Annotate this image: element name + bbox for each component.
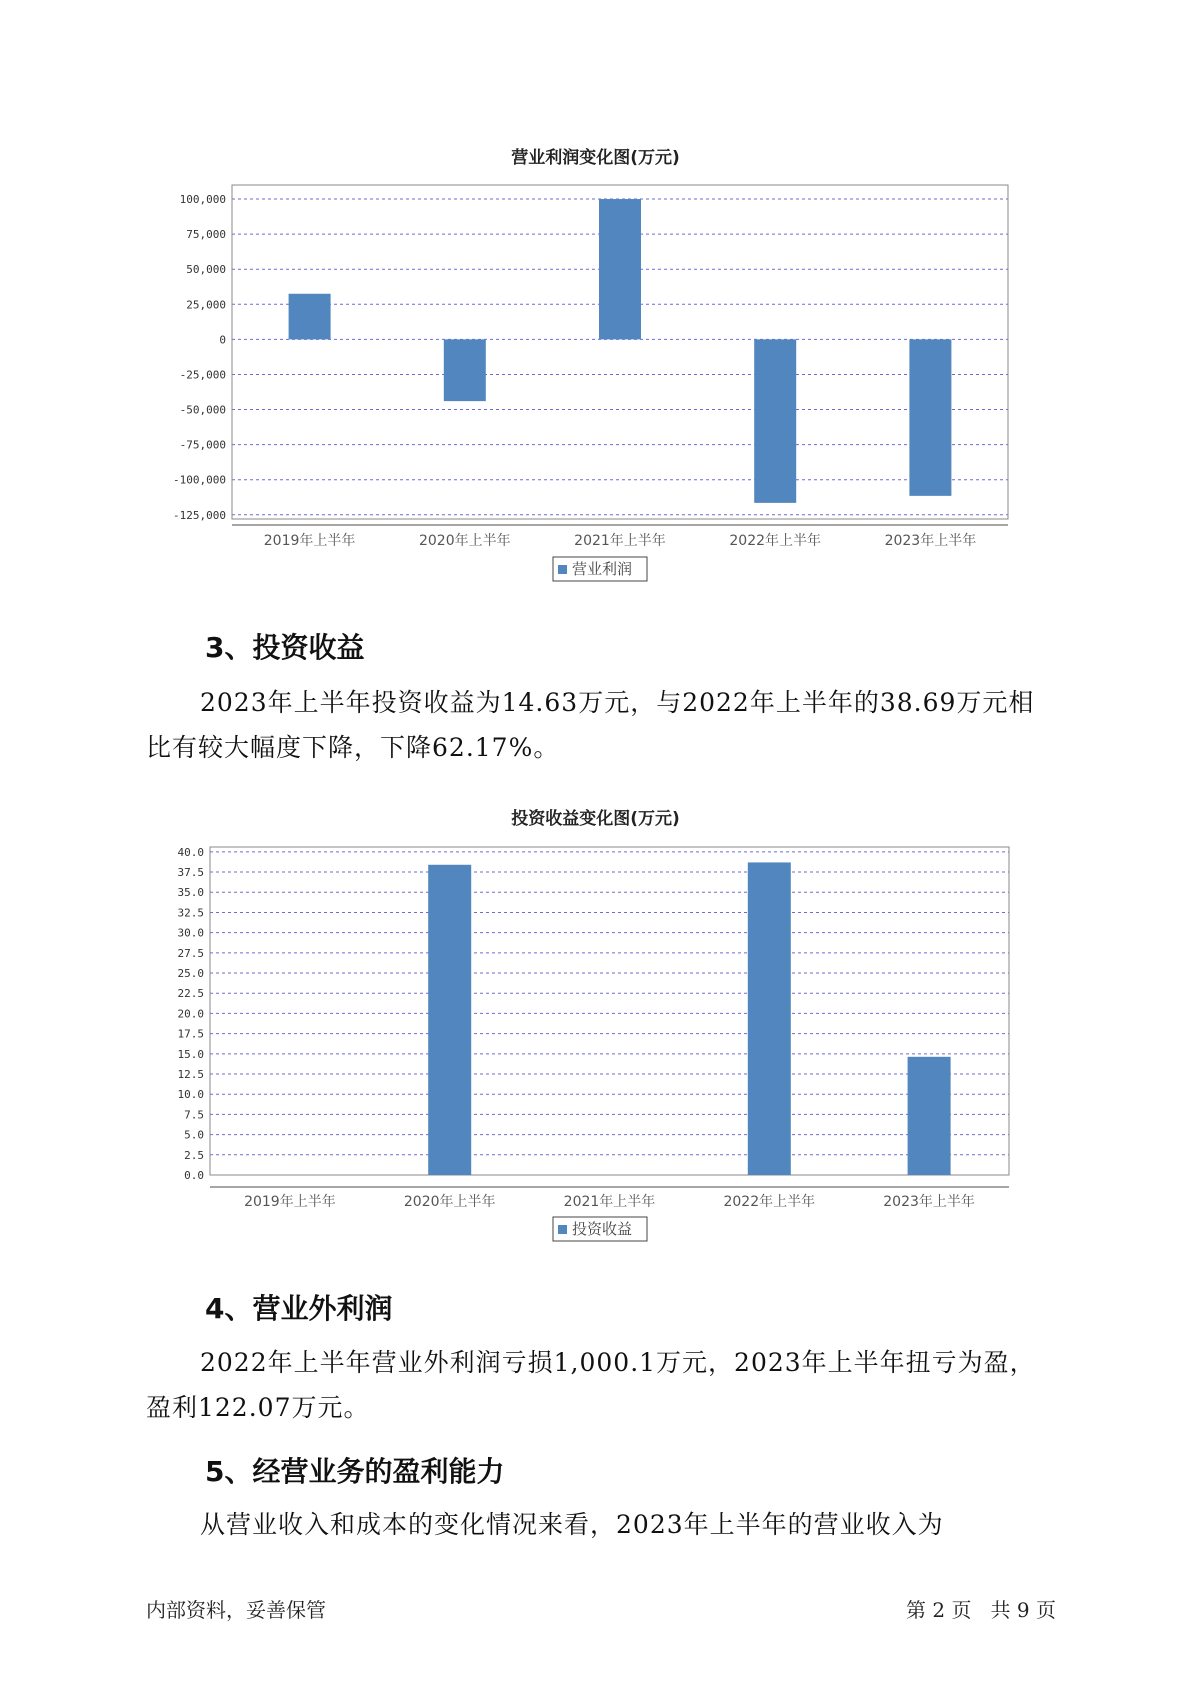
- y-tick-label: 100,000: [179, 193, 226, 207]
- bar: [909, 339, 951, 495]
- x-tick-label: 2023年上半年: [883, 1194, 975, 1210]
- y-tick-label: 25,000: [186, 298, 226, 312]
- legend-swatch: [558, 565, 567, 574]
- y-tick-label: 40.0: [177, 845, 204, 859]
- y-tick-label: -100,000: [173, 473, 226, 487]
- y-tick-label: 22.5: [177, 987, 204, 1001]
- y-tick-label: 12.5: [177, 1068, 204, 1082]
- x-tick-label: 2020年上半年: [418, 533, 511, 549]
- y-tick-label: -50,000: [179, 403, 226, 417]
- x-tick-label: 2023年上半年: [884, 533, 977, 549]
- section-heading-profitability: 5、经营业务的盈利能力: [205, 1455, 505, 1488]
- legend-label: 投资收益: [572, 1220, 633, 1238]
- paragraph-line: 从营业收入和成本的变化情况来看，2023年上半年的营业收入为: [200, 1510, 944, 1539]
- y-tick-label: -25,000: [179, 368, 226, 382]
- x-tick-label: 2021年上半年: [574, 533, 666, 549]
- investment-income-chart: [0, 830, 1191, 1250]
- paragraph-line: 比有较大幅度下降，下降62.17%。: [146, 733, 560, 762]
- y-tick-label: 17.5: [177, 1027, 204, 1041]
- x-tick-label: 2019年上半年: [263, 533, 356, 549]
- y-tick-label: 37.5: [177, 866, 204, 880]
- x-tick-label: 2019年上半年: [244, 1194, 336, 1210]
- legend-label: 营业利润: [572, 560, 633, 578]
- x-tick-label: 2022年上半年: [723, 1194, 816, 1210]
- paragraph-line: 2022年上半年营业外利润亏损1,000.1万元，2023年上半年扭亏为盈，: [200, 1348, 1036, 1377]
- paragraph-line: 2023年上半年投资收益为14.63万元，与2022年上半年的38.69万元相: [200, 688, 1035, 717]
- y-tick-label: 35.0: [177, 886, 204, 900]
- y-tick-label: 0.0: [184, 1169, 204, 1182]
- x-tick-label: 2022年上半年: [729, 533, 822, 549]
- y-tick-label: 15.0: [177, 1047, 204, 1061]
- operating-profit-chart: [0, 170, 1191, 590]
- paragraph-line: 盈利122.07万元。: [146, 1393, 370, 1422]
- bar: [428, 865, 471, 1175]
- y-tick-label: 5.0: [184, 1128, 204, 1142]
- y-tick-label: 2.5: [184, 1148, 204, 1162]
- x-tick-label: 2020年上半年: [403, 1194, 496, 1210]
- y-tick-label: -125,000: [173, 508, 226, 522]
- section-heading-investment-income: 3、投资收益: [205, 631, 365, 664]
- y-tick-label: 0: [219, 333, 226, 347]
- y-tick-label: -75,000: [179, 438, 226, 452]
- paragraph-investment-income: [146, 680, 1056, 770]
- paragraph-non-operating-profit: [146, 1340, 1056, 1430]
- bar: [444, 339, 486, 401]
- y-tick-label: 7.5: [184, 1108, 204, 1122]
- plot-area-border: [210, 847, 1009, 1175]
- footer-confidential-note: 内部资料，妥善保管: [146, 1598, 326, 1622]
- bar: [748, 862, 791, 1175]
- y-tick-label: 27.5: [177, 946, 204, 960]
- y-tick-label: 20.0: [177, 1007, 204, 1021]
- y-tick-label: 30.0: [177, 926, 204, 940]
- chart-title-operating-profit: 营业利润变化图(万元): [511, 148, 680, 168]
- section-heading-non-operating-profit: 4、营业外利润: [205, 1292, 393, 1325]
- y-tick-label: 75,000: [186, 228, 226, 242]
- y-tick-label: 25.0: [177, 967, 204, 981]
- y-tick-label: 10.0: [177, 1088, 204, 1102]
- y-tick-label: 50,000: [186, 263, 226, 277]
- paragraph-profitability: [146, 1502, 1056, 1547]
- bar: [908, 1057, 951, 1175]
- chart-title-investment-income: 投资收益变化图(万元): [511, 809, 680, 829]
- x-tick-label: 2021年上半年: [563, 1194, 656, 1210]
- y-tick-label: 32.5: [177, 906, 204, 920]
- bar: [289, 294, 331, 340]
- bar: [599, 199, 641, 339]
- legend-swatch: [558, 1225, 567, 1234]
- bar: [754, 339, 796, 502]
- gridlines: [210, 852, 1009, 1175]
- footer-page-number: 第 2 页 共 9 页: [906, 1598, 1056, 1622]
